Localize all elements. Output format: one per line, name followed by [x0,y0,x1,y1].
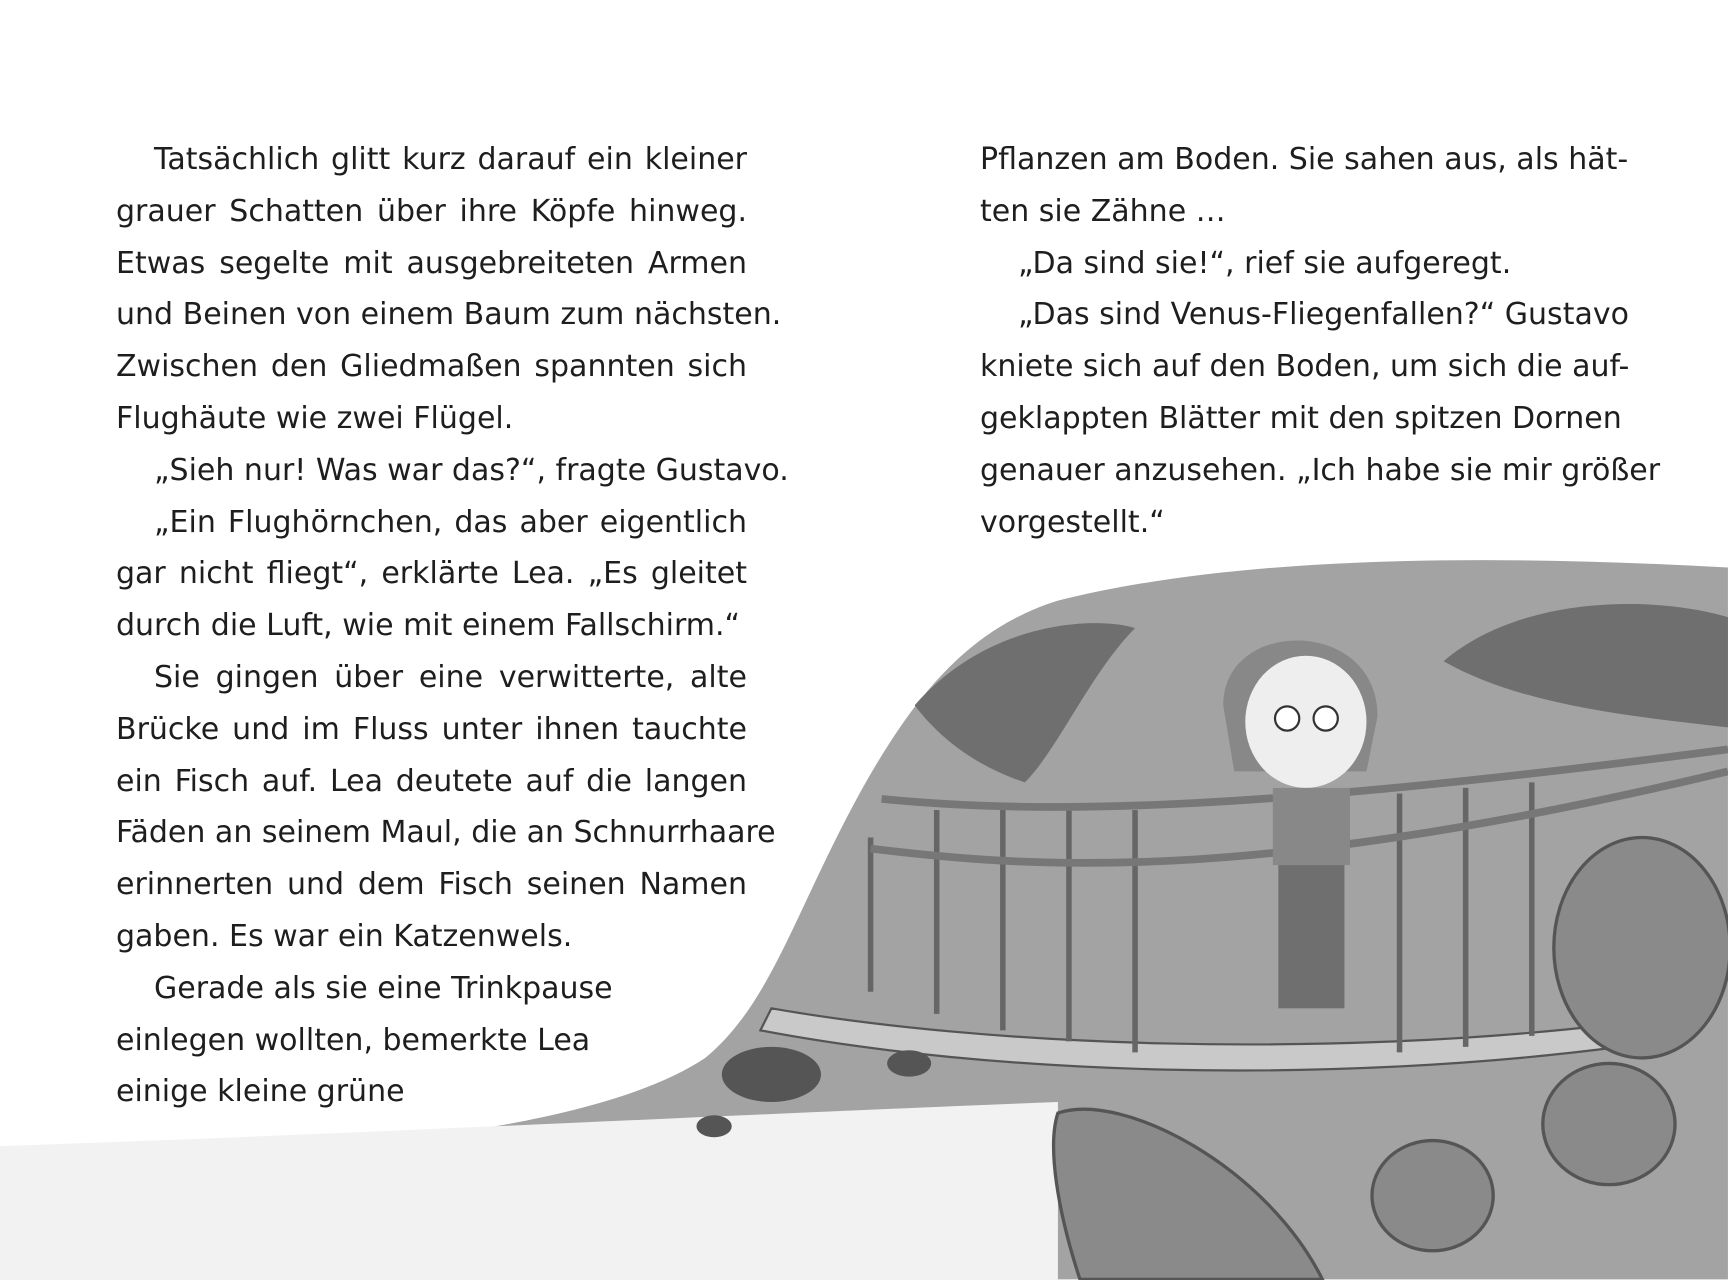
text-line: Zwischen den Gliedmaßen spannten sich [116,349,747,385]
text-line: grauer Schatten über ihre Köpfe hinweg. [116,193,747,229]
text-line: vorgestellt.“ [980,504,1165,540]
paragraph [116,963,747,1118]
paragraph [980,238,1611,290]
text-line: ein Fisch auf. Lea deutete auf die langen [116,763,747,799]
left-page-text [116,134,789,1118]
text-line: geklappten Blätter mit den spitzen Dornen [980,400,1622,436]
paragraph [116,445,789,497]
text-line: einige kleine grüne [116,1074,405,1110]
text-line: Flughäute wie zwei Flügel. [116,400,514,436]
white-foreground-hill [0,1102,1058,1279]
text-line: Brücke und im Fluss unter ihnen tauchte [116,711,747,747]
paragraph [116,497,747,652]
paragraph [980,289,1661,548]
paragraph [980,134,1629,238]
text-line: „Sieh nur! Was war das?“, fragte Gustavo. [154,452,789,488]
text-line: einlegen wollten, bemerkte Lea [116,1022,591,1058]
text-line: erinnerten und dem Fisch seinen Namen [116,867,747,903]
text-line: Sie gingen über eine verwitterte, alte [154,659,747,695]
text-line: genauer anzusehen. „Ich habe sie mir größer [980,452,1661,488]
text-line: gaben. Es war ein Katzenwels. [116,918,573,954]
text-line: „Da sind sie!“, rief sie aufgeregt. [1018,245,1512,281]
right-page-text [980,134,1661,548]
text-line: ten sie Zähne … [980,193,1226,229]
text-line: „Ein Flughörnchen, das aber eigentlich [154,504,747,540]
paragraph [116,652,776,963]
text-line: „Das sind Venus-Fliegenfallen?“ Gustavo [1018,297,1629,333]
text-line: Fäden an seinem Maul, die an Schnurrhaare [116,815,776,851]
text-line: kniete sich auf den Boden, um sich die auf- [980,349,1630,385]
text-line: durch die Luft, wie mit einem Fallschirm.“ [116,608,741,644]
text-line: Etwas segelte mit ausgebreiteten Armen [116,245,747,281]
text-line: gar nicht fliegt“, erklärte Lea. „Es gleitet [116,556,747,592]
text-line: Tatsächlich glitt kurz darauf ein kleiner [154,142,747,177]
paragraph [116,134,782,445]
text-line: Gerade als sie eine Trinkpause [154,970,613,1006]
text-line: Pflanzen am Boden. Sie sahen aus, als hät- [980,142,1629,177]
text-line: und Beinen von einem Baum zum nächsten. [116,297,782,333]
